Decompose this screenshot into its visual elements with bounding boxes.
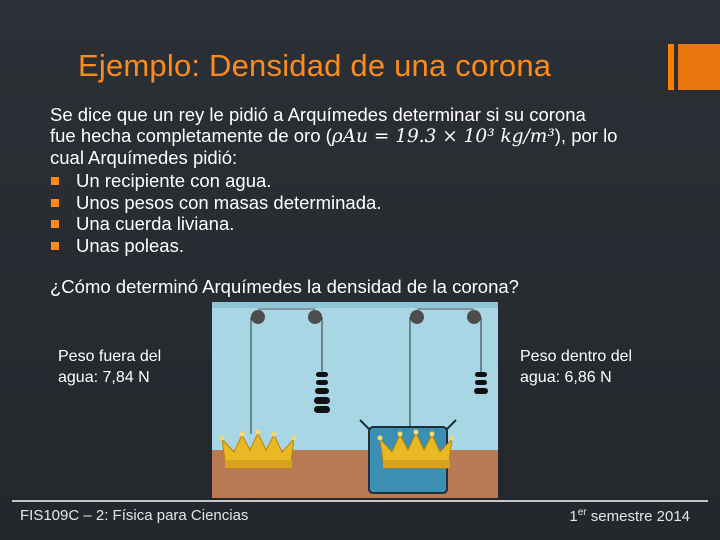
- bullet-text: Una cuerda liviana.: [76, 213, 235, 234]
- weight-icon: [316, 372, 328, 377]
- intro-paragraph: [50, 104, 650, 168]
- question-text: ¿Cómo determinó Arquímedes la densidad de la corona?: [50, 276, 519, 297]
- crown-outside-icon: [220, 430, 297, 469]
- bullet-item: [50, 192, 381, 214]
- label-weight-inside-line-1: Peso dentro del: [520, 348, 633, 365]
- pulley-icon: [410, 310, 424, 324]
- intro-line-2-end: ), por lo: [554, 125, 618, 146]
- label-weight-inside-line-2: agua: 6,86 N: [520, 369, 612, 386]
- footer-divider: [12, 500, 708, 502]
- weight-icon: [315, 388, 329, 394]
- weight-icon: [475, 372, 487, 377]
- intro-line-1: Se dice que un rey le pidió a Arquímedes determinar si su corona: [50, 104, 586, 125]
- weight-icon: [474, 388, 488, 394]
- label-weight-outside-line-2: agua: 7,84 N: [58, 369, 150, 386]
- bullet-square-icon: [51, 220, 59, 228]
- label-weight-inside: [520, 346, 632, 388]
- semester-number: 1: [569, 508, 578, 525]
- density-formula: ρAu = 19.3 × 10³ kg/m³: [331, 126, 555, 147]
- weight-icon: [314, 406, 330, 413]
- bullet-text: Unas poleas.: [76, 234, 184, 256]
- semester-text: semestre 2014: [586, 508, 690, 525]
- bullet-item: [50, 235, 381, 257]
- label-weight-outside-line-1: Peso fuera del: [58, 348, 162, 365]
- weight-icon: [475, 380, 487, 385]
- ceiling-strip: [212, 302, 498, 308]
- intro-line-2: [50, 125, 650, 147]
- bullet-square-icon: [51, 199, 59, 207]
- illustration-svg: [212, 302, 498, 498]
- intro-line-3: cual Arquímedes pidió:: [50, 147, 238, 168]
- footer-semester: [569, 507, 690, 525]
- bullet-list: [50, 170, 381, 256]
- label-weight-outside: [58, 346, 161, 388]
- weight-icon: [314, 397, 330, 404]
- bullet-square-icon: [51, 177, 59, 185]
- accent-bar: [668, 44, 674, 90]
- intro-line-2-start: fue hecha completamente de oro (: [50, 125, 332, 146]
- archimedes-illustration: [212, 302, 498, 498]
- pulley-icon: [308, 310, 322, 324]
- slide-title: Ejemplo: Densidad de una corona: [78, 48, 552, 83]
- bullet-item: [50, 170, 381, 192]
- bullet-text: Unos pesos con masas determinada.: [76, 191, 382, 213]
- accent-square: [678, 44, 720, 90]
- semester-superscript: er: [577, 507, 587, 518]
- footer-course: FIS109C – 2: Física para Ciencias: [20, 507, 249, 524]
- bullet-text: Un recipiente con agua.: [76, 170, 272, 191]
- pulley-icon: [467, 310, 481, 324]
- weight-icon: [316, 380, 328, 385]
- bullet-item: [50, 213, 381, 235]
- bullet-square-icon: [51, 242, 59, 250]
- pulley-icon: [251, 310, 265, 324]
